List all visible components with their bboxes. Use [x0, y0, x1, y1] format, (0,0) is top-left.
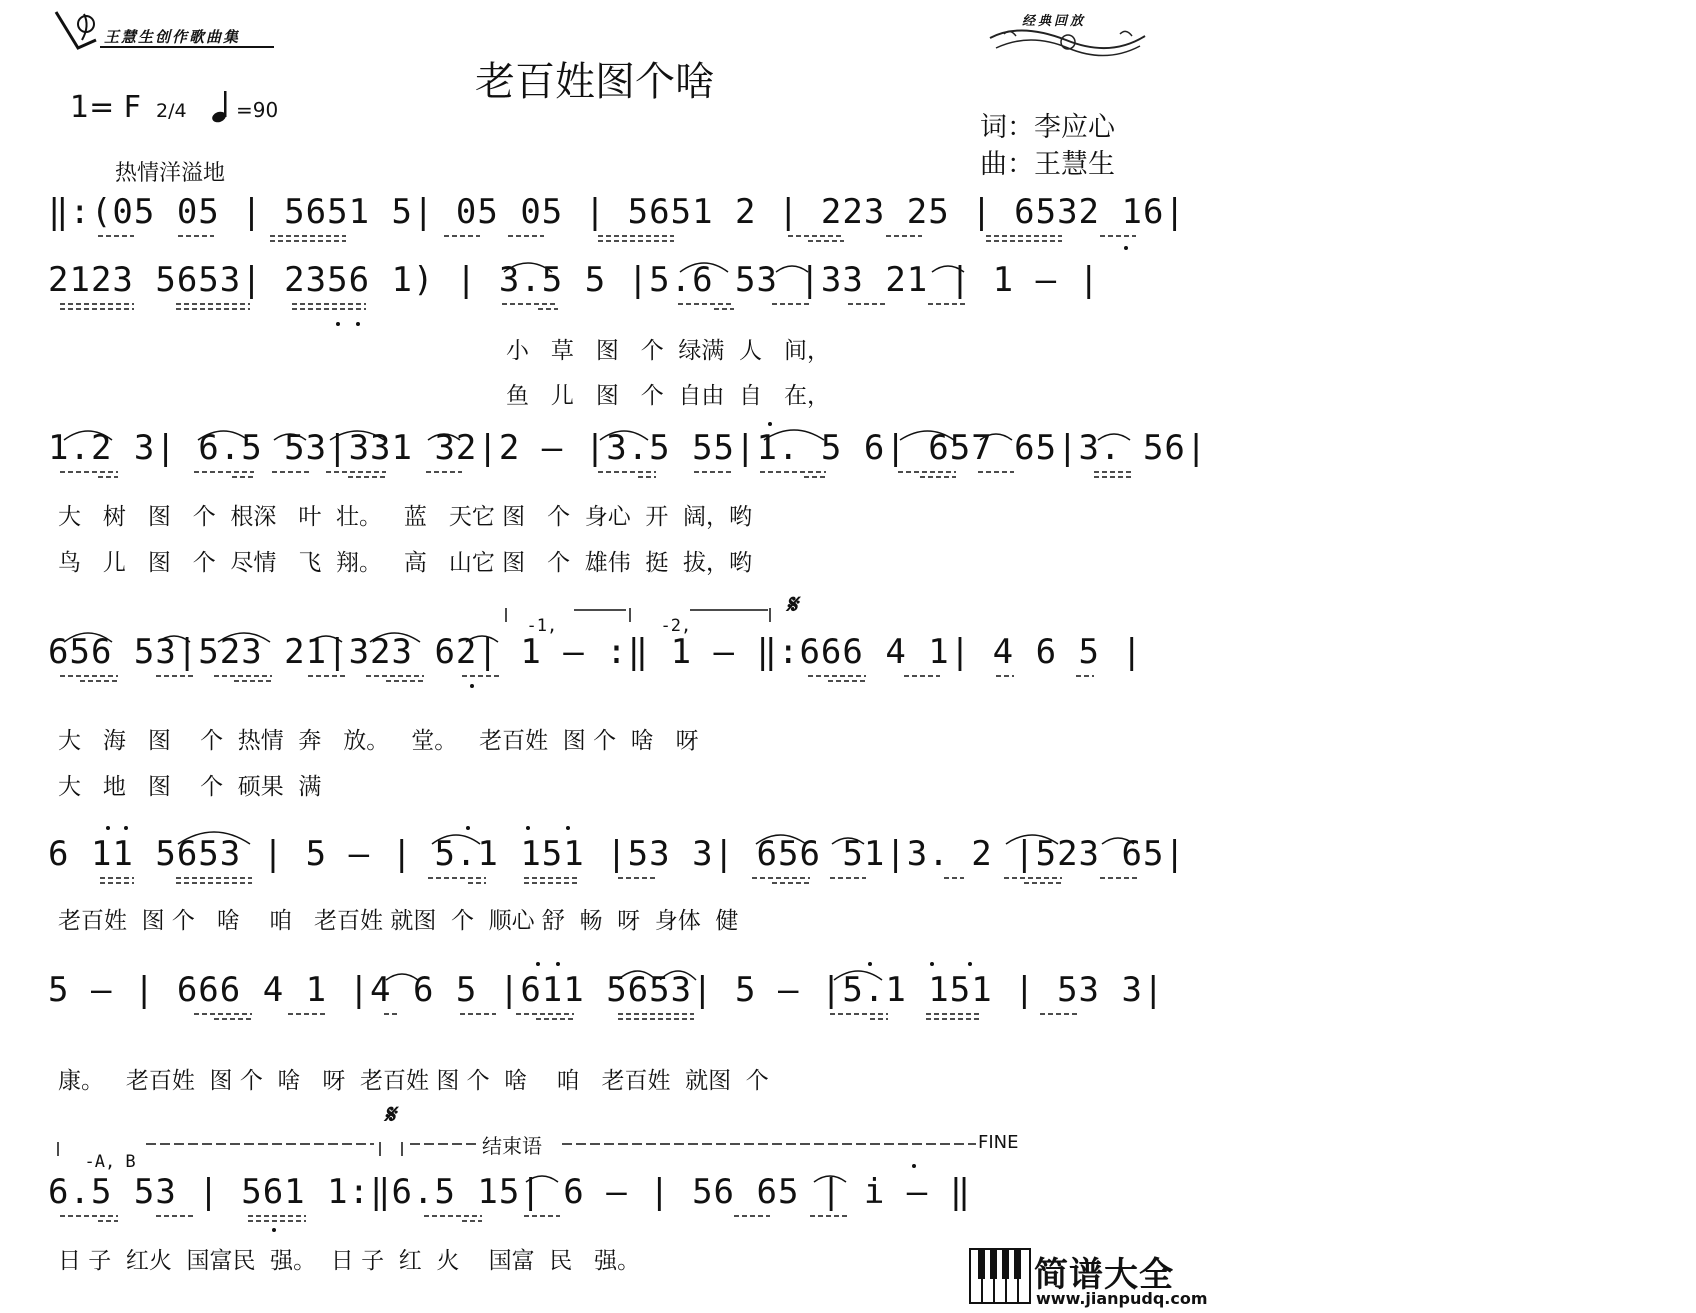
lyric-verse-1: 日 子 红火 国富民 强。 日 子 红 火 国富 民 强。: [58, 1248, 641, 1274]
first-ending-label: -1,: [526, 616, 558, 636]
expression-marking: 热情洋溢地: [115, 161, 226, 186]
staff-row-7: [48, 1172, 1148, 1242]
time-signature: 2/4: [156, 100, 187, 122]
underline-beams: [48, 834, 1148, 904]
lyric-verse-1: 小 草 图 个 绿满 人 间，: [506, 338, 830, 364]
coda-label: 结束语: [482, 1134, 542, 1158]
composer-credit: 曲：王慧生: [980, 149, 1115, 180]
notation-line: 6 11 5653 | 5 – | 5.1 151 |53 3| 656 51|3. 2 |523 65|: [48, 834, 1186, 874]
notation-line: ‖:(05 05 | 5651 5| 05 05 | 5651 2 | 223 25 | 6532 16|: [48, 192, 1186, 232]
segno-icon: 𝄋: [786, 590, 798, 620]
underline-beams: [48, 260, 1148, 330]
collection-name: 王慧生创作歌曲集: [104, 28, 241, 46]
staff-row-3: [48, 428, 1208, 498]
lyric-verse-1: 康。 老百姓 图 个 啥 呀 老百姓 图 个 啥 咱 老百姓 就图 个: [58, 1068, 769, 1094]
underline-beams: [48, 970, 1148, 1040]
underline-beams: [48, 632, 1148, 702]
underline-beams: [48, 428, 1148, 498]
lyric-verse-1: 大 海 图 个 热情 奔 放。 堂。 老百姓 图 个 啥 呀: [58, 728, 699, 754]
staff-row-6: [48, 970, 1165, 1040]
staff-row-4: [48, 632, 1148, 702]
collection-underline: [100, 46, 274, 48]
notation-line: 2123 5653| 2356 1) | 3.5 5 |5.6 53 |33 21 | 1 – |: [48, 260, 1101, 300]
second-ending-label: -2,: [660, 616, 692, 636]
notation-line: 5 – | 666 4 1 |4 6 5 |611 5653| 5 – |5.1 151 | 53 3|: [48, 970, 1165, 1010]
watermark-name: 简谱大全: [1034, 1255, 1174, 1295]
watermark-url: www.jianpudq.com: [1036, 1289, 1208, 1308]
fine-label: FINE: [978, 1132, 1019, 1153]
segno-icon: 𝄋: [384, 1100, 396, 1130]
underline-beams: [48, 192, 1148, 262]
lyric-verse-2: 鸟 儿 图 个 尽情 飞 翔。 高 山它 图 个 雄伟 挺 拔，哟: [58, 550, 752, 576]
lyric-verse-1: 大 树 图 个 根深 叶 壮。 蓝 天它 图 个 身心 开 阔，哟: [58, 504, 752, 530]
key-signature: 1= F: [70, 90, 142, 125]
lyric-verse-1: 老百姓 图 个 啥 咱 老百姓 就图 个 顺心 舒 畅 呀 身体 健: [58, 908, 739, 934]
volta-brackets: [506, 604, 806, 624]
notation-line: 6.5 53 | 561 1:‖6.5 15| 6 – | 56 65 | i – ‖: [48, 1172, 972, 1212]
coda-brackets: [58, 1138, 1038, 1158]
notation-line: 1.2 3| 6.5 53|331 32|2 – |3.5 55|1. 5 6| 657 65|3. 56|: [48, 428, 1208, 468]
tempo-marking: =90: [236, 98, 279, 122]
lyric-verse-2: 鱼 儿 图 个 自由 自 在，: [506, 383, 830, 409]
staff-row-1: [48, 192, 1186, 262]
quarter-note-icon: [210, 88, 236, 124]
staff-row-2: [48, 260, 1148, 330]
badge-label: 经典回放: [1022, 14, 1087, 29]
notation-line: 656 53|523 21|323 62| 1 – :‖ 1 – ‖:666 4 1| 4 6 5 |: [48, 632, 1143, 672]
ab-ending-label: -A, B: [84, 1152, 136, 1172]
underline-beams: [48, 1172, 1148, 1242]
lyric-verse-2: 大 地 图 个 硕果 满: [58, 774, 322, 800]
staff-row-5: [48, 834, 1186, 904]
lyricist-credit: 词：李应心: [980, 112, 1115, 143]
song-title: 老百姓图个啥: [475, 59, 715, 105]
